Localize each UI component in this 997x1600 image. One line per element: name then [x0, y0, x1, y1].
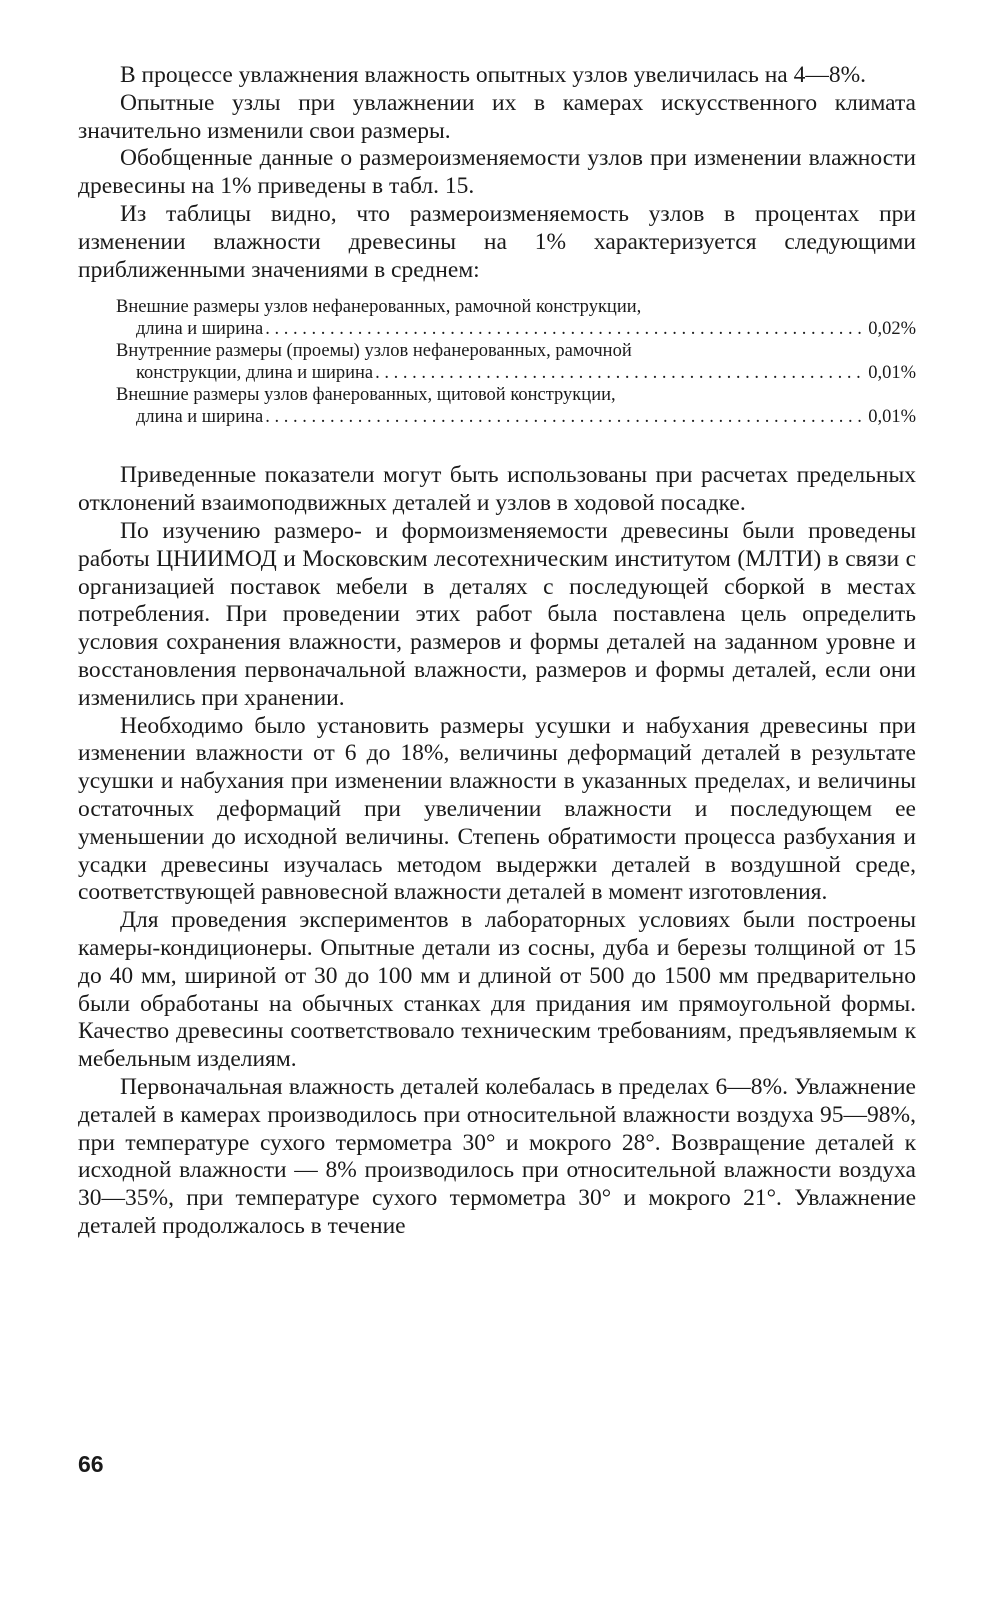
page-body: [78, 62, 916, 1241]
paragraph-8: Для проведения экспериментов в лабораторных условиях были построены камеры-кондиционеры. Опытные детали из сосны, дуба и березы толщиной от 15 до 40 мм, шириной от 30 до 100 мм и длиной от 500 до 1500 мм предварительно были обработаны на обычных станках для придания им прямоугольной формы. Качество древесины соответствовало техническим требованиям, предъявляемым к мебельным изделиям.: [78, 907, 916, 1073]
list-item-value: 0,02%: [868, 319, 916, 340]
list-item-label: конструкции, длина и ширина: [136, 363, 374, 384]
leader-dots: [265, 406, 866, 428]
paragraph-7: Необходимо было установить размеры усушки и набухания древесины при изменении влажности от 6 до 18%, величины деформаций деталей в результате усушки и набухания при изменении влажности в указанных пределах, и величины остаточных деформаций при увеличении влажности и последующем ее уменьшении до исходной величины. Степень обратимости процесса разбухания и усадки древесины изучалась методом выдержки деталей в воздушной среде, соответствующей равновесной влажности деталей в момент изготовления.: [78, 712, 916, 906]
list-item-label: длина и ширина: [136, 407, 264, 428]
list-item: [116, 384, 916, 428]
list-item-text: Внешние размеры узлов нефанерованных, рамочной конструкции,: [116, 297, 642, 318]
leader-dots: [375, 362, 866, 384]
paragraph-4: Из таблицы видно, что размероизменяемость узлов в процентах при изменении влажности древесины на 1% характеризуется следующими приближенными значениями в среднем:: [78, 200, 916, 283]
paragraph-5: Приведенные показатели могут быть использованы при расчетах предельных отклонений взаимоподвижных деталей и узлов в ходовой посадке.: [78, 462, 916, 517]
list-item-value: 0,01%: [868, 363, 916, 384]
paragraph-1: В процессе увлажнения влажность опытных узлов увеличилась на 4—8%.: [120, 62, 867, 88]
paragraph-9: Первоначальная влажность деталей колебалась в пределах 6—8%. Увлажнение деталей в камерах производилось при относительной влажности воздуха 95—98%, при температуре сухого термометра 30° и мокрого 28°. Возвращение деталей к исходной влажности — 8% производилось при относительной влажности воздуха 30—35%, при температуре сухого термометра 30° и мокрого 21°. Увлажнение деталей продолжалось в течение: [78, 1073, 916, 1239]
list-item-text: Внутренние размеры (проемы) узлов нефанерованных, рамочной: [116, 341, 632, 362]
list-item: [116, 340, 916, 384]
page-number: 66: [78, 1451, 104, 1477]
list-item-text: Внешние размеры узлов фанерованных, щитовой конструкции,: [116, 385, 616, 406]
leader-dots: [265, 318, 866, 340]
values-list: [116, 296, 916, 428]
paragraph-2: Опытные узлы при увлажнении их в камерах искусственного климата значительно изменили свои размеры.: [78, 89, 916, 144]
list-item: [116, 296, 916, 340]
paragraph-6: По изучению размеро- и формоизменяемости древесины были проведены работы ЦНИИМОД и Московским лесотехническим институтом (МЛТИ) в связи с организацией поставок мебели в деталях с последующей сборкой в местах потребления. При проведении этих работ была поставлена цель определить условия сохранения влажности, размеров и формы деталей на заданном уровне и восстановления первоначальной влажности, размеров и формы деталей, если они изменились при хранении.: [78, 517, 916, 711]
list-item-value: 0,01%: [868, 407, 916, 428]
paragraph-3: Обобщенные данные о размероизменяемости узлов при изменении влажности древесины на 1% приведены в табл. 15.: [78, 145, 916, 200]
list-item-label: длина и ширина: [136, 319, 264, 340]
